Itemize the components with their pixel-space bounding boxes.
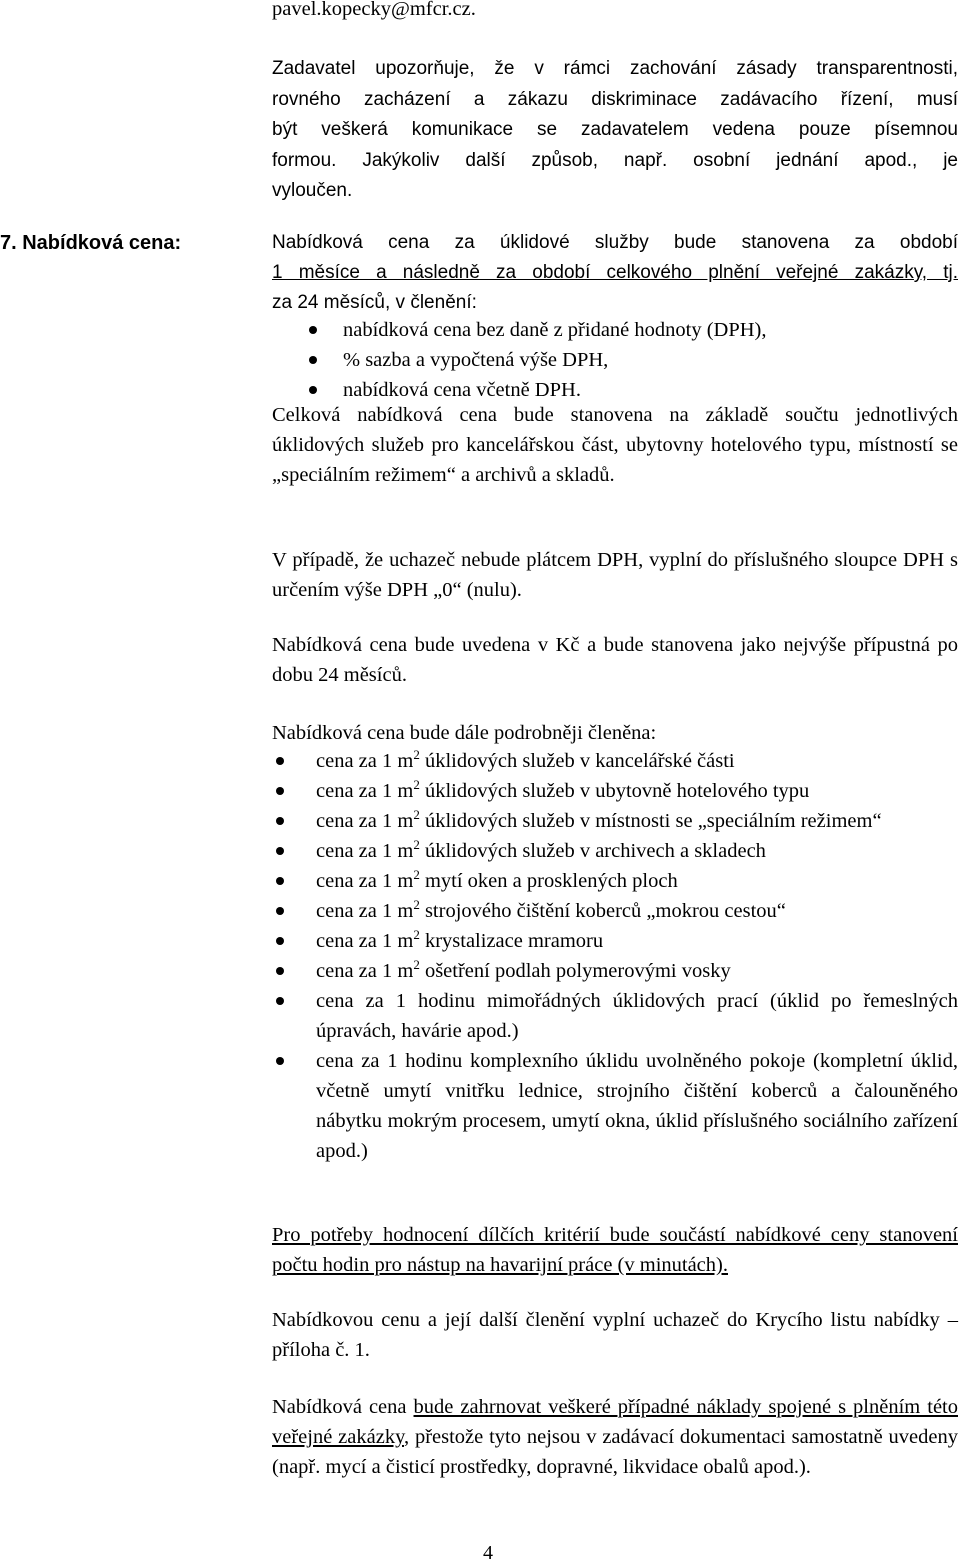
list-item: cena za 1 hodinu komplexního úklidu uvolněného pokoje (kompletní úklid, včetně umytí vnitřku lednice, strojního čištění koberců a čalouněného nábytku mokrým procesem, umytí okna, úklid příslušného sociálního zařízení apod.) [272, 1046, 958, 1166]
section-intro [272, 228, 958, 318]
email-line [272, 0, 958, 24]
costs-underlined: bude zahrnovat veškeré případné náklady spojené s plněním této veřejné zakázky [272, 1396, 958, 1448]
list-item: cena za 1 hodinu mimořádných úklidových prací (úklid po řemeslných úpravách, havárie apod.) [272, 986, 958, 1046]
section-intro-line: Nabídková cena za úklidové služby bude stanovena za období [272, 232, 958, 253]
intro-line: Zadavatel upozorňuje, že v rámci zachování zásady transparentnosti, [272, 58, 958, 79]
intro-paragraph [272, 54, 958, 207]
paragraph-text: Celková nabídková cena bude stanovena na základě součtu jednotlivých úklidových služeb pro kancelářskou část, ubytovny hotelového typu, místností se „speciálním režimem“ a archivů a skladů. [272, 404, 958, 486]
section-intro-line: 1 měsíce a následně za období celkového plnění veřejné zakázky, tj. [272, 262, 958, 283]
paragraph-text: Nabídková cena bude uvedena v Kč a bude stanovena jako nejvýše přípustná po dobu 24 měsíců. [272, 634, 958, 686]
detail-price-list [272, 746, 958, 1166]
vat-paragraph [272, 545, 958, 605]
paragraph-text: Pro potřeby hodnocení dílčích kritérií bude součástí nabídkové ceny stanovení počtu hodin pro nástup na havarijní práce (v minutách). [272, 1224, 958, 1276]
detail-intro [272, 718, 958, 748]
currency-paragraph [272, 630, 958, 690]
paragraph-text: V případě, že uchazeč nebude plátcem DPH, vyplní do příslušného sloupce DPH s určením výše DPH „0“ (nulu). [272, 549, 958, 601]
list-item: cena za 1 $m^2$ úklidových služeb v kancelářské části [272, 746, 958, 776]
list-item: % sazba a vypočtená výše DPH, [272, 345, 958, 375]
list-item: cena za 1 $m^2$ strojového čištění koberců „mokrou cestou“ [272, 896, 958, 926]
list-item: cena za 1 $m^2$ úklidových služeb v ubytovně hotelového typu [272, 776, 958, 806]
intro-line: rovného zacházení a zákazu diskriminace zadávacího řízení, musí [272, 88, 958, 110]
paragraph-text [272, 1392, 958, 1482]
paragraph-text: Nabídkovou cenu a její další členění vyplní uchazeč do Krycího listu nabídky – příloha č. 1. [272, 1309, 958, 1361]
costs-pre: Nabídková cena [272, 1396, 414, 1418]
list-item: nabídková cena včetně DPH. [272, 375, 958, 405]
price-components-list [272, 315, 958, 405]
list-item: nabídková cena bez daně z přidané hodnoty (DPH), [272, 315, 958, 345]
email-text: pavel.kopecky@mfcr.cz. [272, 0, 476, 20]
list-item: cena za 1 $m^2$ mytí oken a prosklených ploch [272, 866, 958, 896]
intro-line: být veškerá komunikace se zadavatelem vedena pouze písemnou [272, 119, 958, 140]
page-number: 4 [483, 1542, 493, 1564]
intro-line: formou. Jakýkoliv další způsob, např. osobní jednání apod., je [272, 149, 958, 171]
list-item: cena za 1 $m^2$ krystalizace mramoru [272, 926, 958, 956]
costs-paragraph [272, 1392, 958, 1482]
list-item: cena za 1 $m^2$ ošetření podlah polymerovými vosky [272, 956, 958, 986]
intro-line: vyloučen. [272, 180, 353, 201]
form-paragraph [272, 1305, 958, 1365]
paragraph-text: Nabídková cena bude dále podrobněji členěna: [272, 722, 657, 744]
total-price-paragraph [272, 400, 958, 490]
section-heading: 7. Nabídková cena: [0, 232, 182, 254]
list-item: cena za 1 $m^2$ úklidových služeb v archivech a skladech [272, 836, 958, 866]
section-intro-line: za 24 měsíců, v členění: [272, 292, 477, 313]
evaluation-paragraph [272, 1220, 958, 1280]
costs-post: , přestože tyto nejsou v zadávací dokumentaci samostatně uvedeny (např. mycí a čisticí prostředky, dopravné, likvidace obalů apod.). [272, 1426, 958, 1478]
list-item: cena za 1 $m^2$ úklidových služeb v místnosti se „speciálním režimem“ [272, 806, 958, 836]
